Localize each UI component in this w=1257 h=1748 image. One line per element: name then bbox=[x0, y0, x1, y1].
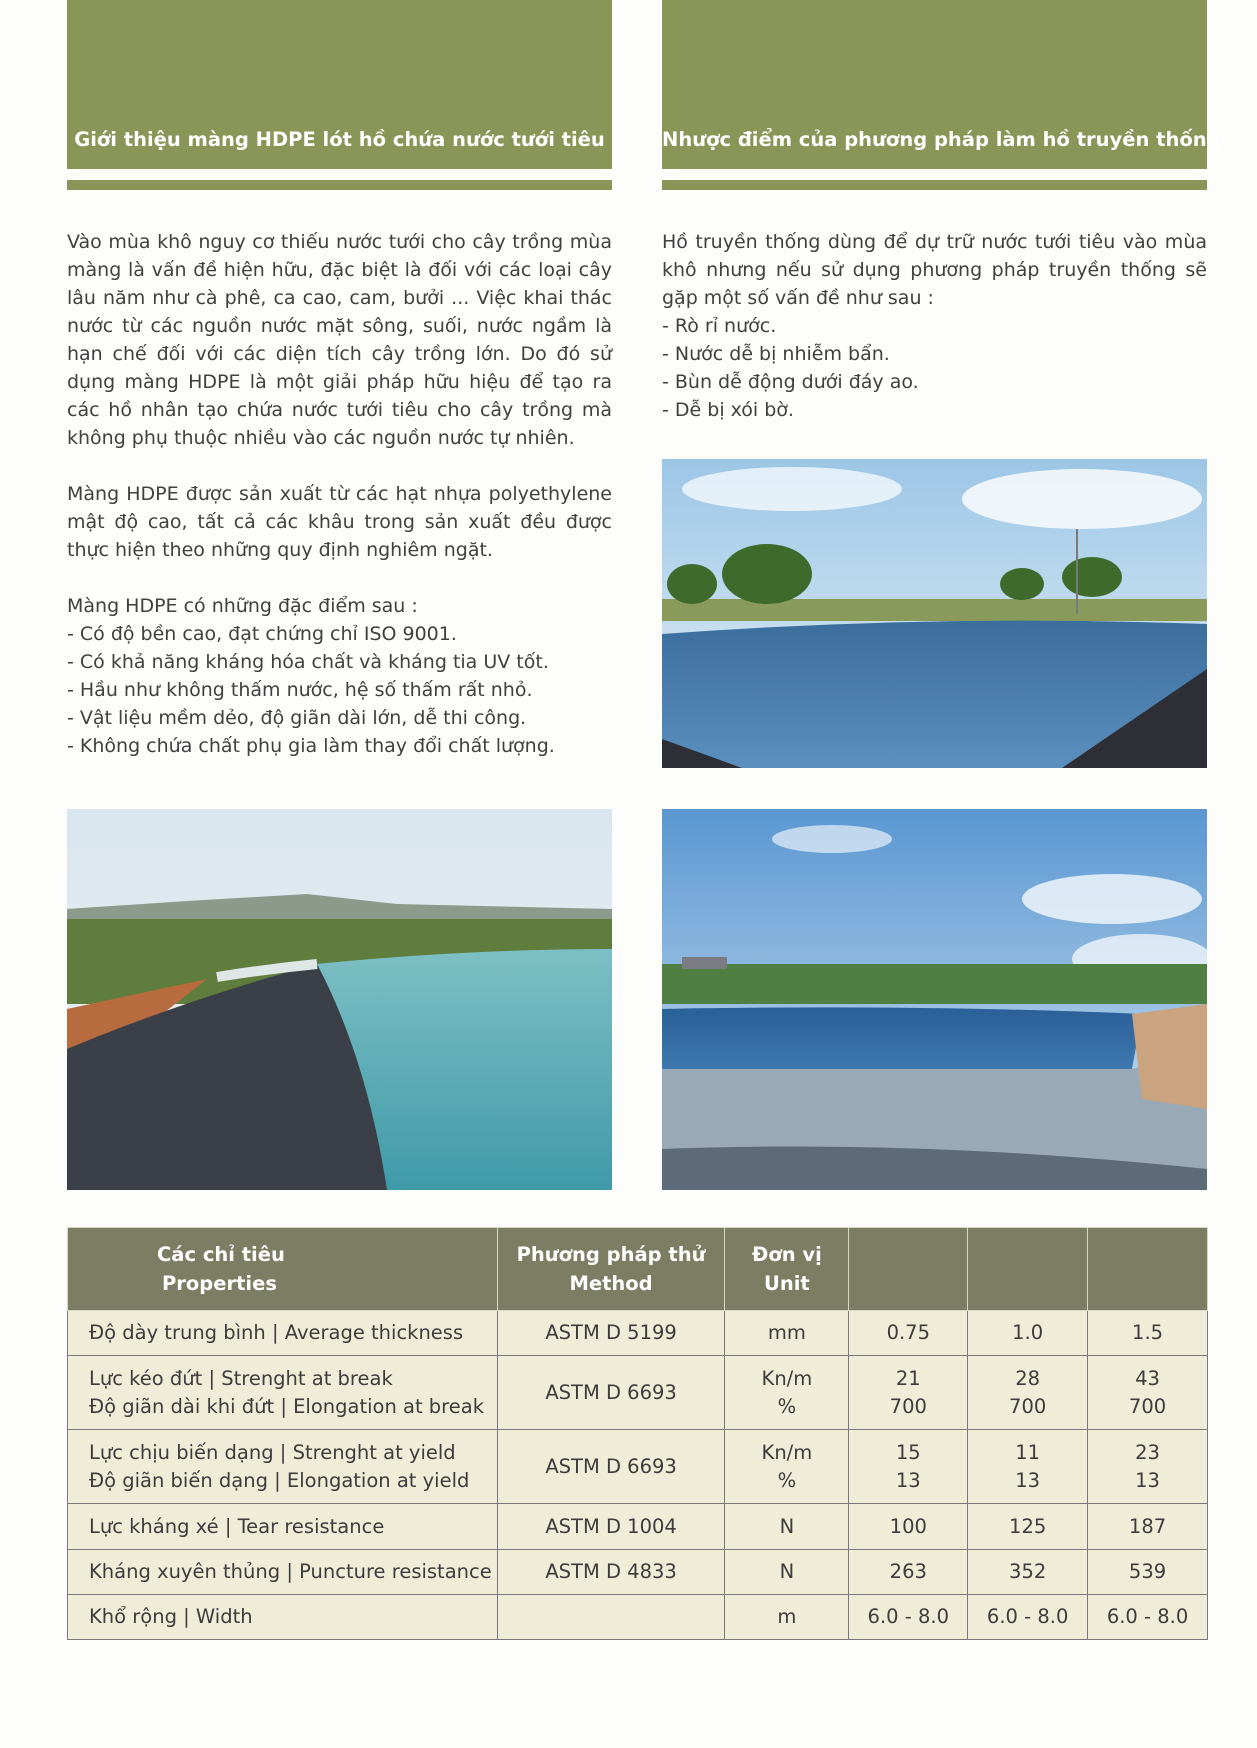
feature-item: - Có khả năng kháng hóa chất và kháng tia UV tốt. bbox=[67, 651, 549, 673]
issue-item: - Rò rỉ nước. bbox=[662, 315, 777, 337]
issue-item: - Bùn dễ động dưới đáy ao. bbox=[662, 371, 919, 393]
pond-photo-right-top bbox=[662, 459, 1207, 768]
feature-item: - Vật liệu mềm dẻo, độ giãn dài lớn, dễ thi công. bbox=[67, 707, 527, 729]
right-header-underline bbox=[662, 180, 1207, 190]
intro-text-block bbox=[67, 228, 612, 760]
table-row: Lực kháng xé | Tear resistance ASTM D 1004 N 100 125 187 bbox=[68, 1504, 1208, 1550]
feature-item: - Hầu như không thấm nước, hệ số thấm rất nhỏ. bbox=[67, 679, 533, 701]
right-header-band bbox=[662, 0, 1221, 170]
left-section-title: Giới thiệu màng HDPE lót hồ chứa nước tưới tiêu bbox=[74, 128, 605, 151]
issue-item: - Nước dễ bị nhiễm bẩn. bbox=[662, 343, 890, 365]
intro-paragraph-1: Vào mùa khô nguy cơ thiếu nước tưới cho cây trồng mùa màng là vấn đề hiện hữu, đặc biệt là đối với các loại cây lâu năm như cà phê, ca cao, cam, bưởi ... Việc khai thác nước từ các nguồn nước mặt sông, suối, nước ngầm là hạn chế đối với các diện tích cây trồng lớn. Do đó sử dụng màng HDPE là một giải pháp hữu hiệu để tạo ra các hồ nhân tạo chứa nước tưới tiêu cho cây trồng mà không phụ thuộc nhiều vào các nguồn nước tự nhiên. bbox=[67, 231, 612, 449]
specification-table bbox=[67, 1227, 1208, 1640]
header-value-2 bbox=[968, 1228, 1088, 1311]
table-row: Kháng xuyên thủng | Puncture resistance ASTM D 4833 N 263 352 539 bbox=[68, 1550, 1208, 1595]
pond-photo-right-bottom bbox=[662, 809, 1207, 1190]
table-row: Khổ rộng | Width m 6.0 - 8.0 6.0 - 8.0 6.0 - 8.0 bbox=[68, 1595, 1208, 1640]
traditional-paragraph: Hồ truyền thống dùng để dự trữ nước tưới tiêu vào mùa khô nhưng nếu sử dụng phương pháp truyền thống sẽ gặp một số vấn đề như sau : bbox=[662, 231, 1207, 309]
header-value-3 bbox=[1088, 1228, 1208, 1311]
table-row: Lực chịu biến dạng | Strenght at yield Độ giãn biến dạng | Elongation at yield ASTM D 6693 Kn/m % 15 13 11 13 23 13 bbox=[68, 1430, 1208, 1504]
feature-item: - Không chứa chất phụ gia làm thay đổi chất lượng. bbox=[67, 735, 555, 757]
left-header-band bbox=[67, 0, 612, 170]
header-unit: Đơn vị Unit bbox=[725, 1228, 849, 1311]
feature-item: - Có độ bền cao, đạt chứng chỉ ISO 9001. bbox=[67, 623, 457, 645]
pond-photo-left-bottom bbox=[67, 809, 612, 1190]
left-header-underline bbox=[67, 180, 612, 190]
issue-item: - Dễ bị xói bờ. bbox=[662, 399, 794, 421]
intro-paragraph-2: Màng HDPE được sản xuất từ các hạt nhựa polyethylene mật độ cao, tất cả các khâu trong sản xuất đều được thực hiện theo những quy định nghiêm ngặt. bbox=[67, 483, 612, 561]
header-properties: Các chỉ tiêu Properties bbox=[68, 1228, 498, 1311]
table-row: Lực kéo đứt | Strenght at break Độ giãn dài khi đứt | Elongation at break ASTM D 6693 Kn/m % 21 700 28 700 43 700 bbox=[68, 1356, 1208, 1430]
header-method: Phương pháp thử Method bbox=[497, 1228, 725, 1311]
right-section-title: Nhược điểm của phương pháp làm hồ truyền thống bbox=[662, 128, 1221, 151]
header-value-1 bbox=[849, 1228, 968, 1311]
traditional-text-block bbox=[662, 228, 1207, 424]
table-header-row bbox=[68, 1228, 1208, 1311]
features-heading: Màng HDPE có những đặc điểm sau : bbox=[67, 595, 418, 617]
table-row: Độ dày trung bình | Average thickness ASTM D 5199 mm 0.75 1.0 1.5 bbox=[68, 1311, 1208, 1356]
